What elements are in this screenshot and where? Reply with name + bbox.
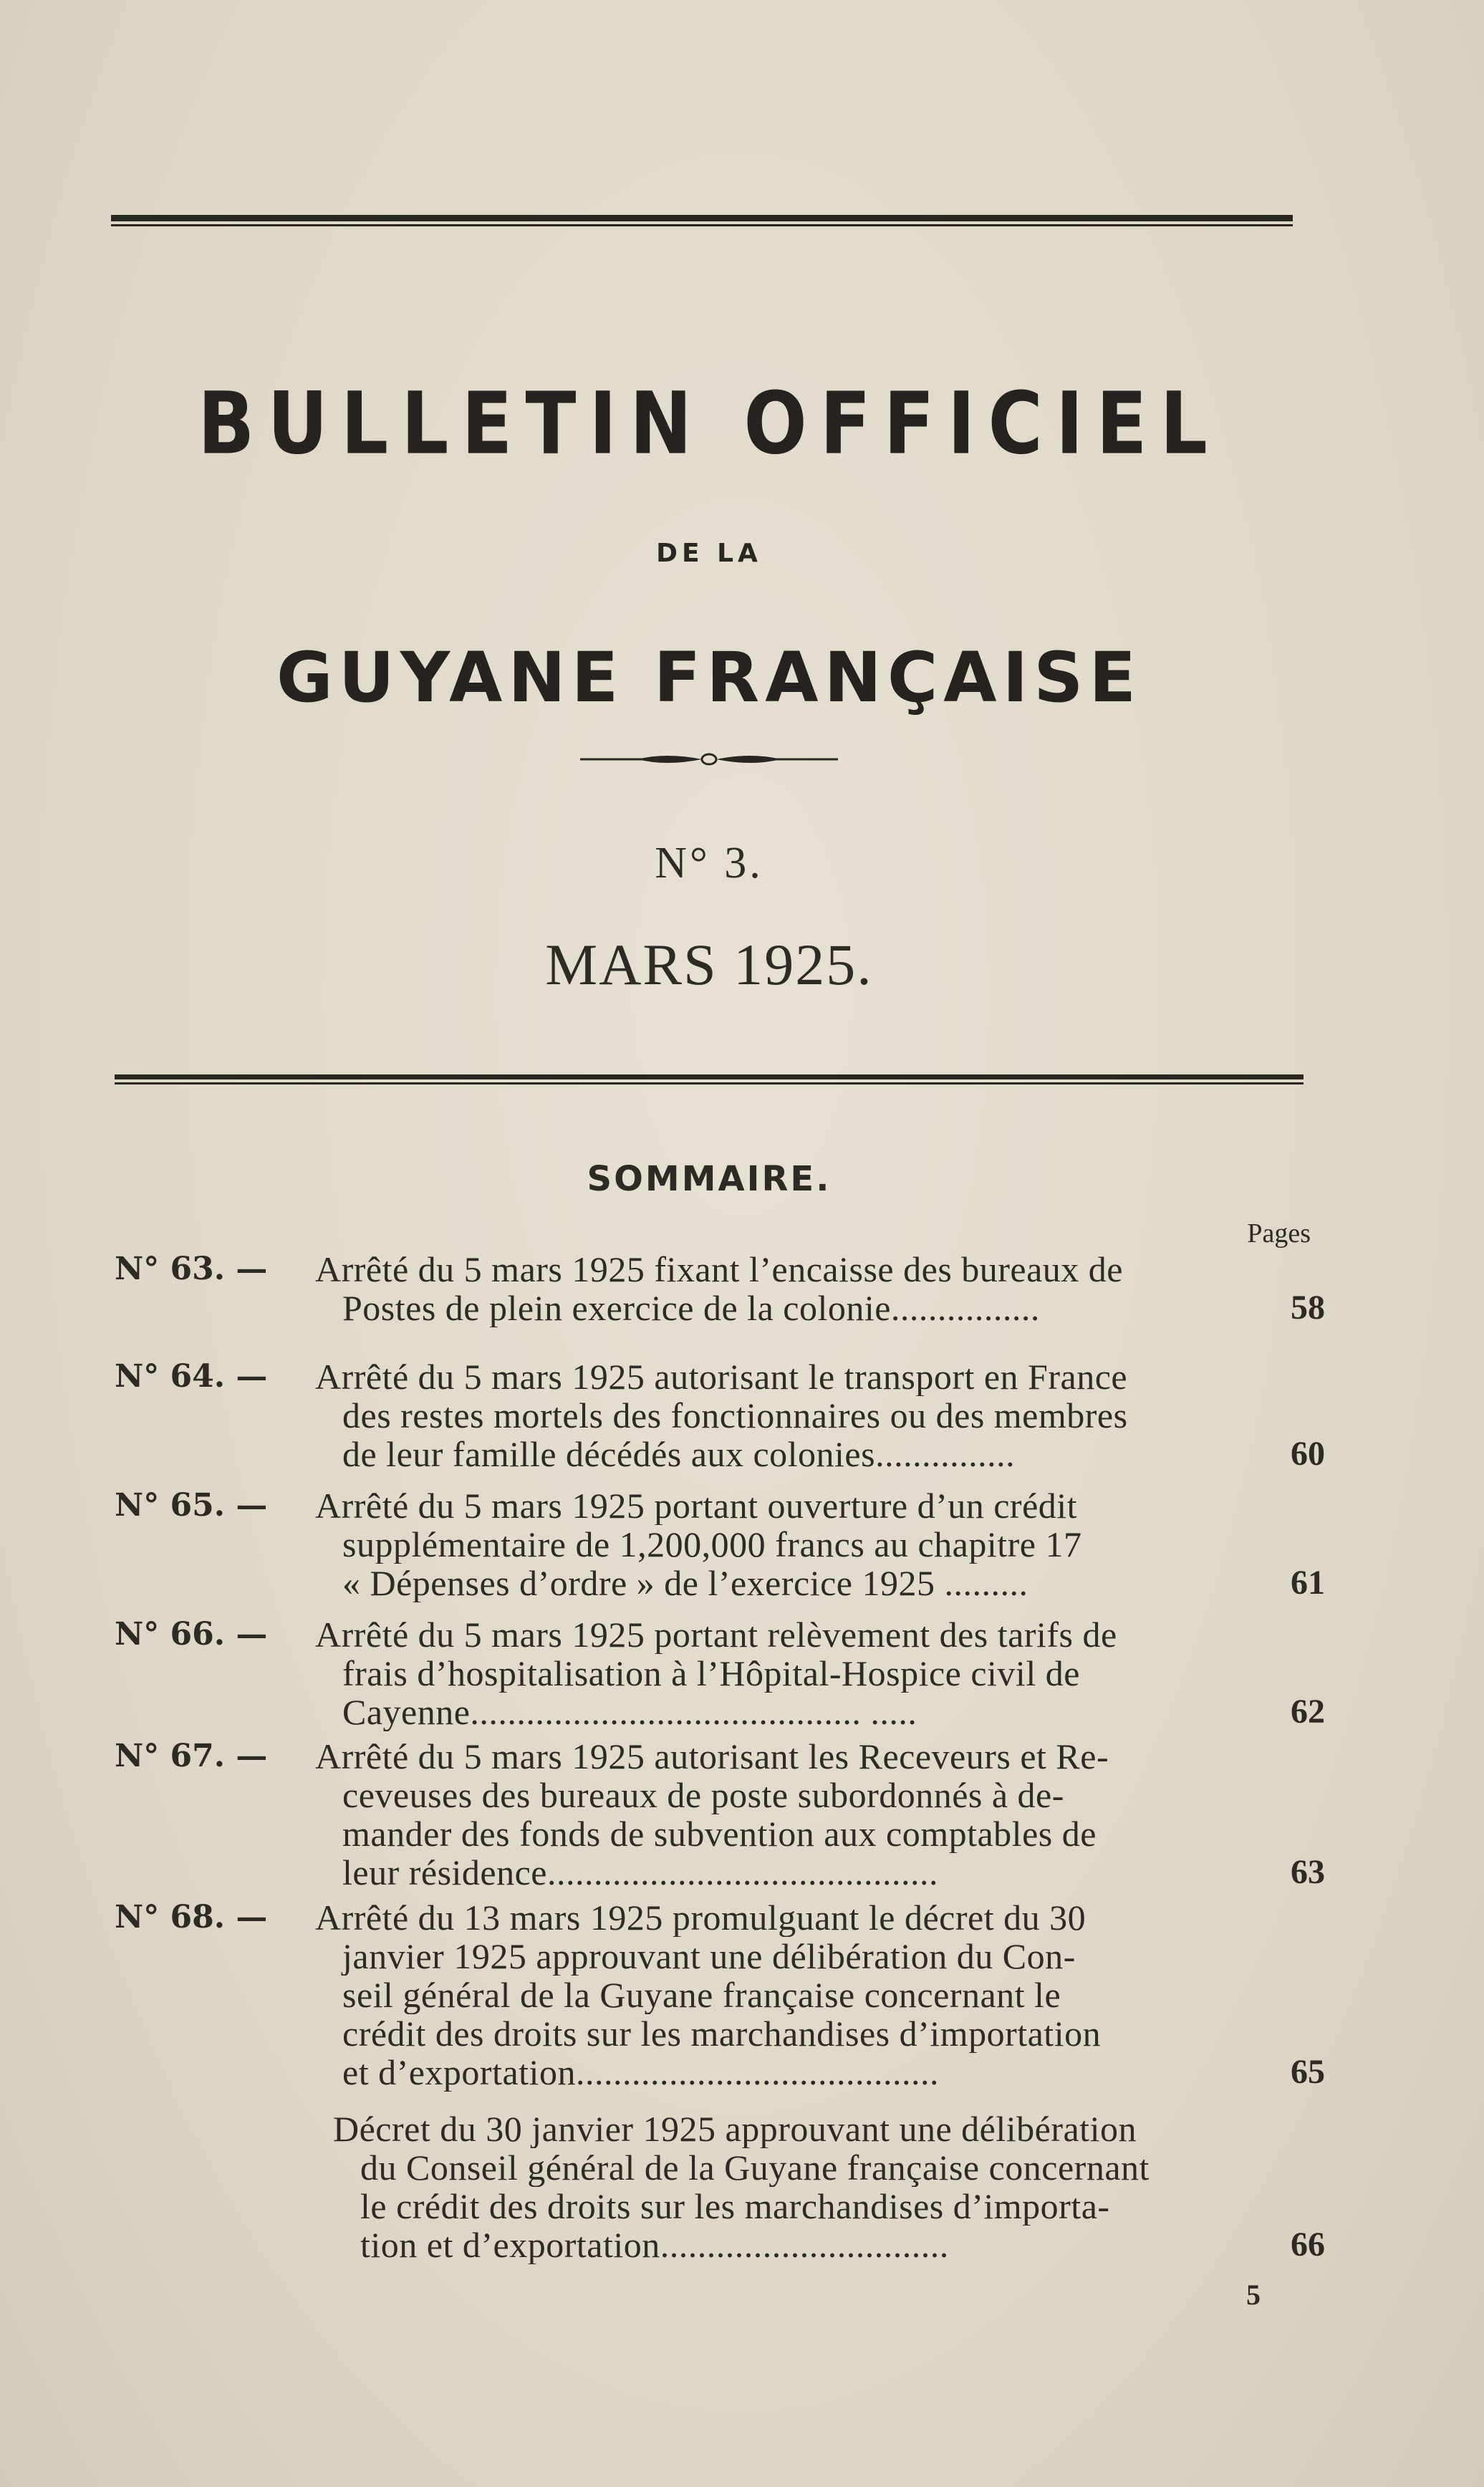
entry-number: N° 68. — <box>115 1899 268 1935</box>
entry-text-line: supplémentaire de 1,200,000 francs au chapitre 17 <box>342 1525 1082 1564</box>
entry-text-line: Décret du 30 janvier 1925 approuvant une délibération <box>333 2110 1137 2148</box>
entry-page-number: 63 <box>1291 1853 1325 1891</box>
entry-text-line: Cayenne.......................................... ..... <box>342 1693 917 1731</box>
entry-page-number: 58 <box>1291 1289 1325 1327</box>
entry-text-line: frais d’hospitalisation à l’Hôpital-Hospice civil de <box>342 1654 1080 1693</box>
entry-text-line: Arrêté du 5 mars 1925 portant relèvement des tarifs de <box>315 1615 1117 1654</box>
entry-text <box>315 1615 1246 1731</box>
colony-title: GUYANE FRANÇAISE <box>276 638 1142 718</box>
entry-page-number: 60 <box>1291 1435 1325 1473</box>
entry-text-line: seil général de la Guyane française concernant le <box>342 1976 1061 2014</box>
entry-text <box>315 1898 1246 2092</box>
entry-text-line: Arrêté du 13 mars 1925 promulguant le décret du 30 <box>315 1898 1086 1937</box>
middle-double-rule <box>115 1074 1304 1084</box>
entry-text-line: mander des fonds de subvention aux comptables de <box>342 1814 1097 1853</box>
issue-date: MARS 1925. <box>545 932 873 997</box>
entry-text <box>315 1737 1246 1892</box>
entry-text-line: leur résidence.......................................... <box>342 1853 939 1892</box>
entry-number: N° 63. — <box>115 1251 268 1287</box>
entry-number: N° 66. — <box>115 1616 268 1653</box>
entry-text-line: janvier 1925 approuvant une délibération du Con- <box>342 1937 1076 1976</box>
entry-page-number: 62 <box>1291 1693 1325 1731</box>
entry-text-line: le crédit des droits sur les marchandises d’importa- <box>360 2187 1110 2226</box>
signature-mark: 5 <box>1246 2279 1261 2311</box>
entry-text <box>315 1357 1246 1473</box>
entry-page-number: 65 <box>1291 2053 1325 2091</box>
bulletin-title: BULLETIN OFFICIEL <box>198 372 1220 474</box>
entry-text-line: du Conseil général de la Guyane française concernant <box>360 2148 1150 2187</box>
ornament-divider <box>580 749 838 770</box>
entry-text-line: ceveuses des bureaux de poste subordonnés à de- <box>342 1776 1064 1814</box>
entry-text-line: des restes mortels des fonctionnaires ou des membres <box>342 1396 1128 1435</box>
entry-number: N° 67. — <box>115 1738 268 1774</box>
summary-heading: SOMMAIRE. <box>587 1159 832 1199</box>
pages-column-label: Pages <box>1247 1218 1311 1249</box>
entry-text-line: de leur famille décédés aux colonies............... <box>342 1435 1016 1473</box>
entry-number: N° 65. — <box>115 1487 268 1524</box>
entry-text-line: Arrêté du 5 mars 1925 portant ouverture d’un crédit <box>315 1486 1078 1525</box>
entry-text-line: tion et d’exportation............................... <box>360 2226 949 2264</box>
entry-text-line: et d’exportation....................................... <box>342 2053 939 2092</box>
title-de-la: DE LA <box>656 539 762 568</box>
entry-text-line: Arrêté du 5 mars 1925 autorisant le transport en France <box>315 1357 1128 1396</box>
entry-text <box>333 2110 1264 2264</box>
entry-page-number: 61 <box>1291 1564 1325 1602</box>
entry-page-number: 66 <box>1291 2226 1325 2264</box>
entry-text <box>315 1250 1246 1327</box>
entry-text-line: Postes de plein exercice de la colonie................ <box>342 1289 1040 1327</box>
entry-number: N° 64. — <box>115 1358 268 1395</box>
entry-text-line: Arrêté du 5 mars 1925 autorisant les Receveurs et Re- <box>315 1737 1109 1776</box>
top-double-rule <box>111 215 1293 226</box>
entry-text-line: « Dépenses d’ordre » de l’exercice 1925 ......... <box>342 1564 1028 1602</box>
issue-number: N° 3. <box>655 839 763 887</box>
entry-text-line: crédit des droits sur les marchandises d’importation <box>342 2014 1102 2053</box>
entry-text <box>315 1486 1246 1602</box>
entry-text-line: Arrêté du 5 mars 1925 fixant l’encaisse des bureaux de <box>315 1250 1124 1289</box>
